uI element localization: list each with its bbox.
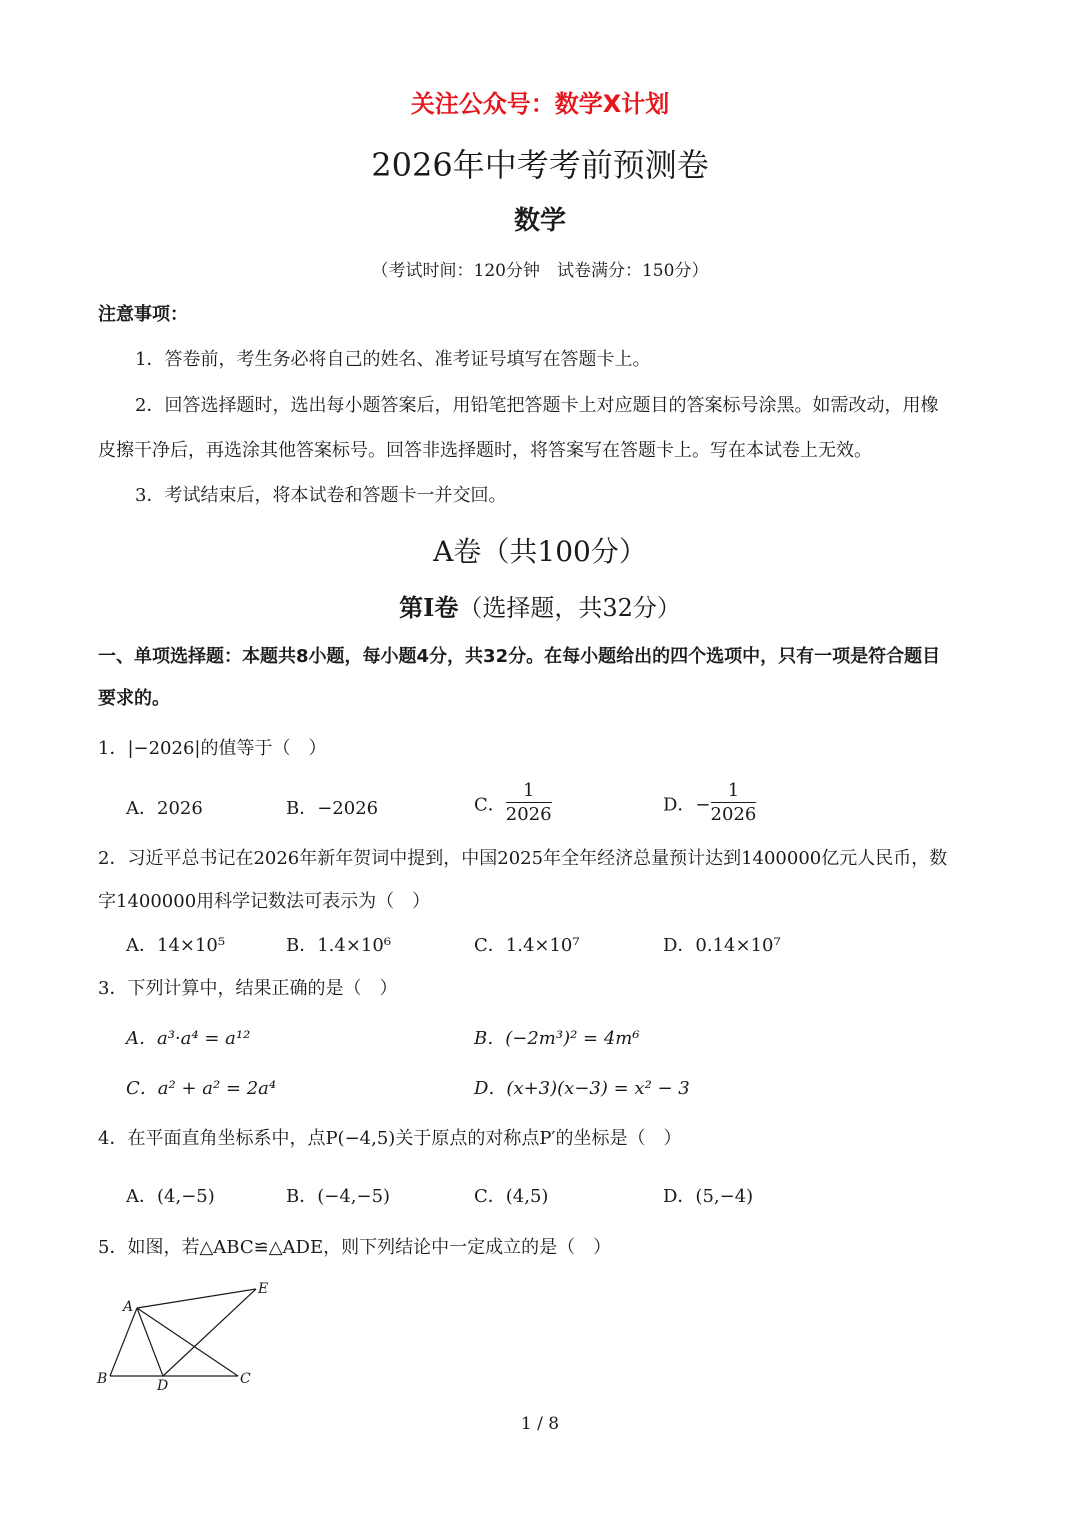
fraction-numerator: 1 <box>711 780 757 803</box>
question-2-option-b: B．1.4×10⁶ <box>286 935 392 956</box>
section-1-heading <box>0 588 1080 623</box>
notice-item-1: 1．答卷前，考生务必将自己的姓名、准考证号填写在答题卡上。 <box>135 349 651 370</box>
vertex-label-e: E <box>258 1281 269 1297</box>
part-1-instruction-line-1: 一、单项选择题：本题共8小题，每小题4分，共32分。在每小题给出的四个选项中，只有一项是符合题目 <box>98 646 941 667</box>
section-1-rest: （选择题，共32分） <box>458 594 681 622</box>
question-5-triangle-figure <box>92 1275 282 1395</box>
question-3-stem: 3．下列计算中，结果正确的是（ ） <box>98 978 398 999</box>
segment-ab <box>110 1308 137 1376</box>
question-3-option-a: A．a³·a⁴ = a¹² <box>126 1028 251 1049</box>
question-5-stem: 5．如图，若△ABC≌△ADE，则下列结论中一定成立的是（ ） <box>98 1237 612 1258</box>
question-4-option-b: B．(−4,−5) <box>286 1186 391 1207</box>
question-1-option-d <box>663 780 756 827</box>
notice-heading: 注意事项： <box>98 304 188 325</box>
segment-ac <box>137 1308 238 1376</box>
question-1-option-c-fraction <box>506 780 552 827</box>
question-1-text: 的值等于（ ） <box>200 738 327 759</box>
fraction-denominator: 2026 <box>505 804 552 825</box>
question-3-option-c: C．a² + a² = 2a⁴ <box>126 1078 277 1099</box>
question-1-option-d-fraction <box>711 780 757 827</box>
question-1-stem <box>98 734 326 760</box>
notice-item-2-line-2: 皮擦干净后，再选涂其他答案标号。回答非选择题时，将答案写在答题卡上。写在本试卷上无效。 <box>98 440 872 461</box>
question-1-option-b: B．−2026 <box>286 798 379 819</box>
question-2-option-d: D．0.14×10⁷ <box>663 935 781 956</box>
exam-info: （考试时间：120分钟 试卷满分：150分） <box>371 261 709 281</box>
section-a-heading: A卷（共100分） <box>433 535 647 568</box>
promo-banner: 关注公众号：数学X计划 <box>410 90 670 118</box>
question-2-option-a: A．14×10⁵ <box>126 935 226 956</box>
vertex-label-d: D <box>157 1378 169 1394</box>
fraction-numerator: 1 <box>506 780 552 803</box>
question-1-abs-expression: |−2026| <box>127 738 201 759</box>
notice-item-3: 3．考试结束后，将本试卷和答题卡一并交回。 <box>135 485 507 506</box>
question-3-option-d: D．(x+3)(x−3) = x² − 3 <box>474 1078 690 1099</box>
page-number: 1 / 8 <box>520 1414 560 1434</box>
vertex-label-a: A <box>123 1299 134 1315</box>
question-4-option-c: C．(4,5) <box>474 1186 549 1207</box>
question-1-option-d-label: D．− <box>663 794 711 816</box>
question-1-option-c-label: C． <box>474 794 506 816</box>
part-1-instruction-line-2: 要求的。 <box>98 688 170 709</box>
section-1-bold: 第Ⅰ卷 <box>399 593 459 622</box>
notice-item-2-line-1: 2．回答选择题时，选出每小题答案后，用铅笔把答题卡上对应题目的答案标号涂黑。如需改动，用橡 <box>135 395 939 416</box>
vertex-label-c: C <box>240 1371 251 1387</box>
question-4-option-d: D．(5,−4) <box>663 1186 754 1207</box>
question-1-number: 1． <box>98 738 128 759</box>
question-2-stem-line-2: 字1400000用科学记数法可表示为（ ） <box>98 891 431 912</box>
question-3-option-b: B．(−2m³)² = 4m⁶ <box>474 1028 640 1049</box>
page-title: 2026年中考考前预测卷 <box>371 146 709 184</box>
fraction-denominator: 2026 <box>710 804 757 825</box>
vertex-label-b: B <box>97 1371 108 1387</box>
segment-ad <box>137 1308 163 1376</box>
question-2-stem-line-1: 2．习近平总书记在2026年新年贺词中提到，中国2025年全年经济总量预计达到1400000亿元人民币，数 <box>98 848 948 869</box>
question-4-stem: 4．在平面直角坐标系中，点P(−4,5)关于原点的对称点P′的坐标是（ ） <box>98 1128 682 1149</box>
question-4-option-a: A．(4,−5) <box>126 1186 215 1207</box>
question-1-option-a: A．2026 <box>126 798 203 819</box>
question-1-option-c <box>474 780 552 827</box>
question-2-option-c: C．1.4×10⁷ <box>474 935 580 956</box>
subject-heading: 数学 <box>513 206 566 236</box>
